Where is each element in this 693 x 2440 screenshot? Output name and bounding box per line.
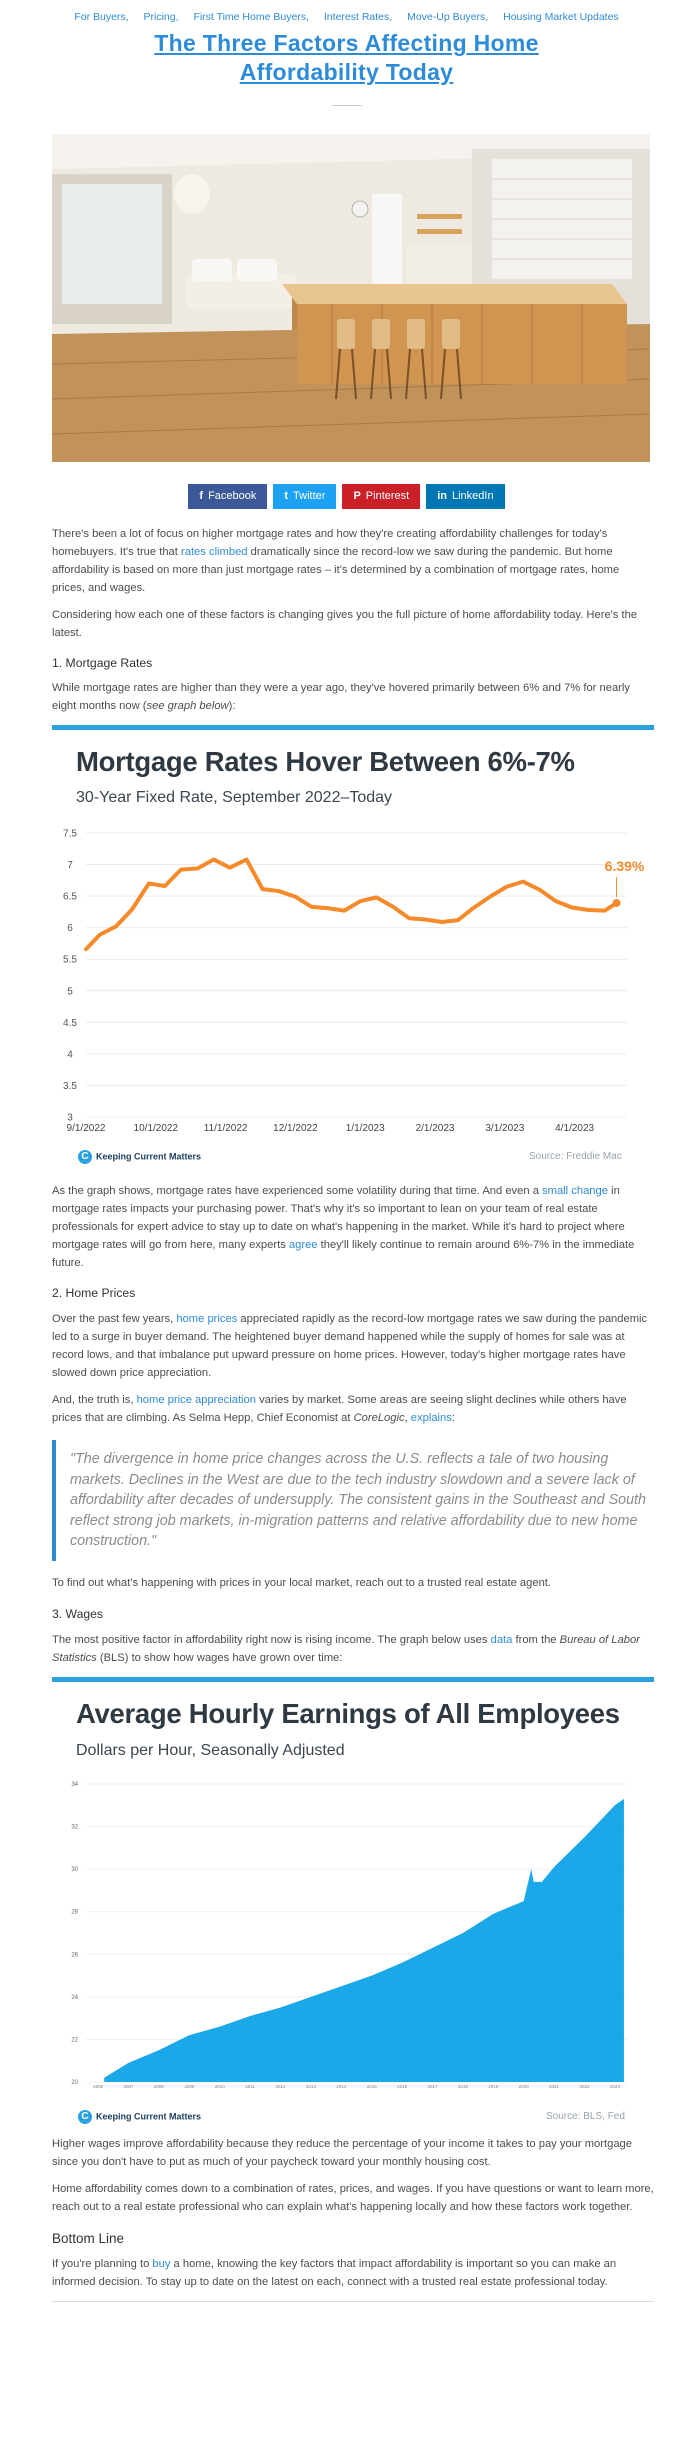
agree-link[interactable]: agree	[288, 1239, 318, 1251]
x-tick-label: 2008	[153, 2083, 164, 2089]
y-tick-label: 4	[67, 1049, 73, 1061]
y-tick-label: 3	[67, 1112, 73, 1124]
y-tick-label: 28	[71, 1909, 78, 1916]
y-tick-label: 5.5	[63, 954, 77, 966]
home-price-appreciation-link[interactable]: home price appreciation	[136, 1394, 256, 1406]
y-tick-label: 6.5	[63, 891, 77, 903]
appreciation-paragraph: And, the truth is, home price appreciation varies by market. Some areas are seeing slight declines while others have prices that are climbing. As Selma Hepp, Chief Economist at CoreLogic, explains:	[52, 1394, 627, 1424]
chart-title: Mortgage Rates Hover Between 6%-7%	[76, 746, 575, 777]
page-title[interactable]: The Three Factors Affecting Home Affordability Today	[154, 30, 539, 85]
intro-paragraph-2: Considering how each one of these factors is changing gives you the full picture of home affordability today. Here's the latest.	[52, 609, 638, 639]
y-tick-label: 7.5	[63, 828, 77, 840]
category-link[interactable]: For Buyers,	[74, 11, 129, 23]
chart-subtitle: Dollars per Hour, Seasonally Adjusted	[76, 1741, 345, 1759]
chart-source: Source: Freddie Mac	[529, 1151, 622, 1162]
x-tick-label: 2022	[579, 2083, 590, 2089]
facebook-icon: f	[199, 490, 204, 502]
x-tick-label: 9/1/2022	[66, 1123, 106, 1134]
footer-divider	[52, 2301, 654, 2302]
x-tick-label: 2017	[427, 2083, 438, 2089]
chart-title: Average Hourly Earnings of All Employees	[76, 1697, 620, 1729]
wages-paragraph: The most positive factor in affordability right now is rising income. The graph below uses data from the Bureau of Labor Statistics (BLS) to show how wages have grown over time:	[52, 1633, 640, 1664]
y-tick-label: 3.5	[63, 1080, 77, 1092]
y-tick-label: 26	[71, 1951, 78, 1958]
x-tick-label: 2007	[123, 2083, 134, 2089]
category-link[interactable]: First Time Home Buyers,	[193, 11, 309, 23]
chart-source: Source: BLS, Fed	[546, 2110, 625, 2122]
mortgage-rates-paragraph: While mortgage rates are higher than they were a year ago, they've hovered primarily between 6% and 7% for nearly eight months now (see graph below):	[52, 682, 630, 712]
category-link[interactable]: Move-Up Buyers,	[407, 11, 489, 23]
y-tick-label: 5	[67, 986, 73, 998]
x-tick-label: 2012	[275, 2083, 286, 2089]
kitchen-interior-illustration	[52, 134, 650, 462]
hero-image	[52, 134, 650, 462]
home-prices-link[interactable]: home prices	[176, 1313, 238, 1325]
rates-volatility-paragraph: As the graph shows, mortgage rates have experienced some volatility during that time. And even a small change in mortgage rates impacts your purchasing power. That's why it's so important to lean on your team of real estate professionals for expert advice to stay up to date on what's happening in the market. While it's hard to project where mortgage rates will go from here, many experts agree they'll likely continue to remain around 6%-7% in the immediate future.	[52, 1185, 635, 1269]
x-tick-label: 2023	[609, 2083, 620, 2089]
article-body	[52, 525, 654, 2302]
share-buttons	[0, 484, 693, 509]
earnings-area	[104, 1798, 624, 2081]
x-tick-label: 2009	[184, 2083, 195, 2089]
latest-rate-label: 6.39%	[604, 858, 645, 875]
x-tick-label: 3/1/2023	[485, 1123, 525, 1134]
kcm-brand: C Keeping Current Matters	[78, 1150, 201, 1164]
category-link[interactable]: Interest Rates,	[323, 11, 393, 23]
y-tick-label: 24	[71, 1994, 78, 2001]
x-tick-label: 2021	[549, 2083, 560, 2089]
x-tick-label: 2006	[93, 2083, 104, 2089]
buy-link[interactable]: buy	[152, 2257, 171, 2270]
latest-rate-marker	[613, 899, 621, 907]
category-list	[0, 0, 693, 23]
y-tick-label: 22	[71, 2036, 78, 2043]
kcm-logo-icon: C	[78, 1150, 92, 1164]
x-tick-label: 2011	[245, 2083, 255, 2089]
local-market-paragraph: To find out what's happening with prices in your local market, reach out to a trusted real estate agent.	[52, 1576, 552, 1589]
twitter-share-button[interactable]	[273, 484, 336, 509]
kcm-logo-icon: C	[78, 2110, 92, 2124]
category-link[interactable]: Pricing,	[143, 11, 179, 23]
x-tick-label: 2013	[305, 2083, 316, 2089]
x-tick-label: 2/1/2023	[415, 1123, 455, 1134]
bls-data-link[interactable]: data	[490, 1633, 513, 1646]
intro-paragraph: There's been a lot of focus on higher mortgage rates and how they're creating affordability challenges for today's homebuyers. It's true that rates climbed dramatically since the record-low we saw during the pandemic. But home affordability is based on more than just mortgage rates – it's determined by a combination of mortgage rates, home prices, and wages.	[52, 528, 620, 594]
category-link[interactable]: Housing Market Updates	[503, 11, 619, 23]
share-label: Facebook	[208, 490, 257, 502]
x-tick-label: 11/1/2022	[203, 1123, 248, 1134]
hourly-earnings-chart	[52, 1677, 654, 2122]
facebook-share-button[interactable]	[188, 484, 267, 509]
section-heading-home-prices: 2. Home Prices	[52, 1286, 136, 1300]
hourly-earnings-plot	[52, 1772, 650, 2102]
rates-climbed-link[interactable]: rates climbed	[181, 546, 248, 558]
higher-wages-paragraph: Higher wages improve affordability because they reduce the percentage of your income it takes to pay your mortgage since you don't have to put as much of your paycheck toward your monthly housing cost.	[52, 2137, 633, 2168]
section-heading-mortgage-rates: 1. Mortgage Rates	[52, 656, 153, 670]
section-heading-bottom-line: Bottom Line	[52, 2230, 125, 2246]
x-tick-label: 2014	[336, 2083, 347, 2089]
mortgage-rate-plot	[52, 825, 650, 1155]
share-label: Pinterest	[365, 490, 410, 502]
y-tick-label: 30	[71, 1866, 78, 1873]
kcm-brand: C Keeping Current Matters	[78, 2110, 201, 2124]
y-tick-label: 6	[67, 923, 73, 935]
blockquote: "The divergence in home price changes across the U.S. reflects a tale of two housing markets. Declines in the West are due to the tech industry slowdown and a severe lack of affordability after decades of undersupply. The consistent gains in the Southeast and South reflect strong job markets, in-migration patterns and relative affordability due to new home construction."	[52, 1440, 654, 1561]
small-change-link[interactable]: small change	[542, 1185, 608, 1197]
x-tick-label: 2010	[214, 2083, 225, 2089]
x-tick-label: 4/1/2023	[555, 1123, 595, 1134]
section-heading-wages: 3. Wages	[52, 1606, 104, 1621]
linkedin-share-button[interactable]	[426, 484, 504, 509]
title-divider	[332, 105, 362, 106]
x-tick-label: 10/1/2022	[133, 1123, 179, 1134]
chart-subtitle: 30-Year Fixed Rate, September 2022–Today	[76, 789, 393, 806]
mortgage-rates-chart	[52, 725, 654, 1170]
x-tick-label: 2015	[366, 2083, 377, 2089]
home-prices-paragraph: Over the past few years, home prices appreciated rapidly as the record-low mortgage rates we saw during the pandemic led to a surge in buyer demand. The heightened buyer demand happened while the supply of homes for sale was at record lows, and that imbalance put upward pressure on home prices. However, today's higher mortgage rates have slowed down price appreciation.	[52, 1313, 648, 1379]
x-tick-label: 12/1/2022	[273, 1123, 318, 1134]
y-tick-label: 4.5	[63, 1017, 77, 1029]
pinterest-icon: P	[353, 490, 361, 502]
explains-link[interactable]: explains	[410, 1412, 452, 1424]
y-tick-label: 7	[67, 860, 73, 872]
bottom-line-paragraph: If you're planning to buy a home, knowing the key factors that impact affordability is important so you can make an informed decision. To stay up to date on the latest on each, connect with a trusted real estate professional today.	[52, 2257, 617, 2288]
twitter-icon: t	[284, 490, 289, 502]
y-tick-label: 32	[71, 1824, 78, 1831]
affordability-summary-paragraph: Home affordability comes down to a combination of rates, prices, and wages. If you have questions or want to learn more, reach out to a real estate professional who can explain what's happening locally and how these factors work together.	[52, 2182, 654, 2213]
pinterest-share-button[interactable]	[342, 484, 420, 509]
y-tick-label: 20	[71, 2079, 78, 2086]
share-label: Twitter	[293, 490, 326, 502]
x-tick-label: 2019	[488, 2083, 499, 2089]
x-tick-label: 2018	[457, 2083, 468, 2089]
y-tick-label: 34	[71, 1781, 78, 1788]
rate-series-line	[86, 860, 617, 950]
share-label: LinkedIn	[452, 490, 494, 502]
x-tick-label: 1/1/2023	[345, 1123, 385, 1134]
x-tick-label: 2016	[397, 2083, 408, 2089]
x-tick-label: 2020	[518, 2083, 529, 2089]
linkedin-icon: in	[437, 490, 447, 502]
